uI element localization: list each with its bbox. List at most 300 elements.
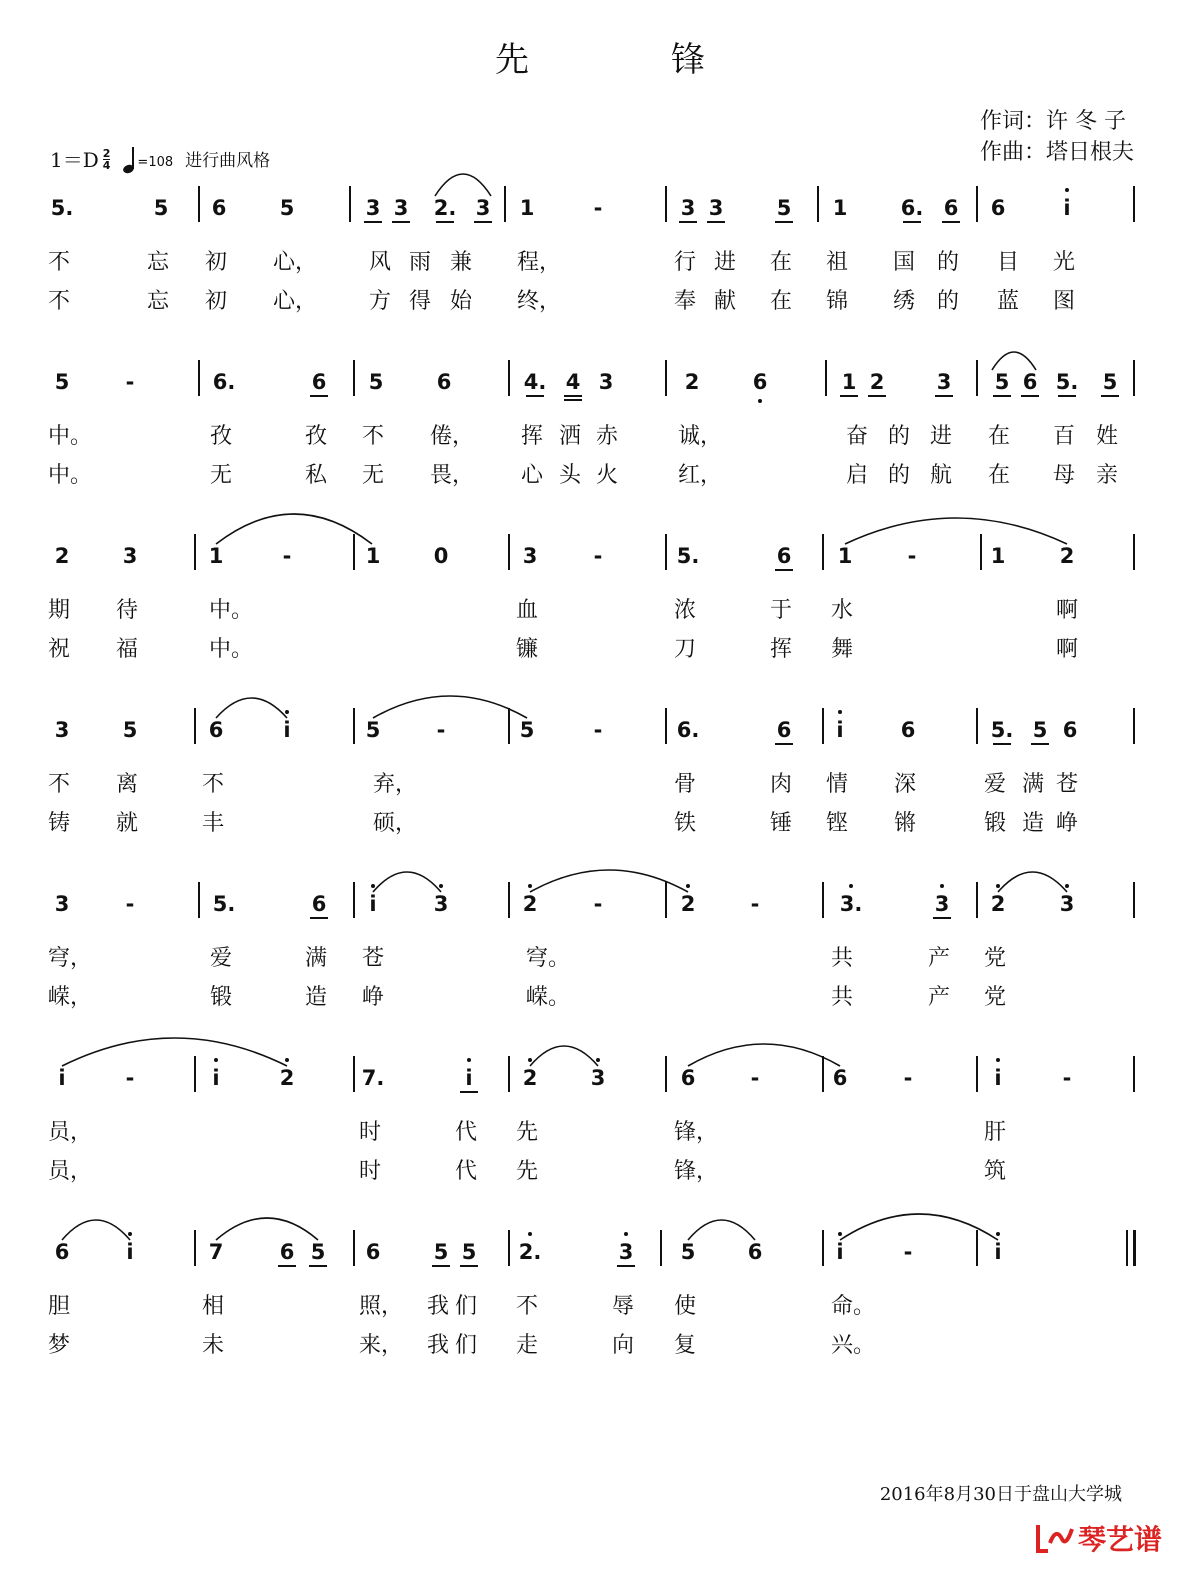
lyric-verse2: 向 bbox=[612, 1333, 635, 1358]
note bbox=[583, 718, 613, 742]
underline-beam bbox=[436, 221, 454, 223]
note bbox=[583, 544, 613, 568]
bar-line bbox=[976, 1230, 978, 1266]
note-symbol: 6 bbox=[752, 370, 768, 394]
lyric-verse1: 雨 bbox=[409, 250, 432, 275]
underline-beam bbox=[392, 221, 410, 223]
bar-line bbox=[353, 1230, 355, 1266]
note-symbol: 5 bbox=[365, 718, 381, 742]
lyric-verse2: 初 bbox=[205, 289, 228, 314]
note bbox=[825, 196, 855, 220]
note-symbol: 3 bbox=[708, 196, 724, 220]
lyric-verse1: 祖 bbox=[826, 250, 849, 275]
note bbox=[740, 892, 770, 916]
note-symbol: 3 bbox=[618, 1240, 634, 1264]
underline-beam bbox=[1101, 395, 1119, 397]
lyric-verse1: 待 bbox=[116, 598, 139, 623]
lyric-verse2: 造 bbox=[1022, 811, 1045, 836]
lyric-verse2: 就 bbox=[116, 811, 139, 836]
underline-beam bbox=[993, 743, 1011, 745]
note-symbol: 1 bbox=[519, 196, 535, 220]
note bbox=[893, 718, 923, 742]
lyric-verse1: 满 bbox=[1022, 772, 1045, 797]
note bbox=[673, 196, 703, 220]
note-symbol: i bbox=[212, 1066, 220, 1090]
lyric-verse2: 畏， bbox=[430, 463, 475, 488]
lyric-verse1: 员， bbox=[48, 1120, 93, 1145]
note bbox=[825, 1066, 855, 1090]
final-bar-line bbox=[1133, 1230, 1136, 1266]
bar-line bbox=[976, 708, 978, 744]
note bbox=[983, 544, 1013, 568]
note bbox=[272, 1240, 302, 1264]
lyric-verse1: 风 bbox=[369, 250, 392, 275]
lyric-verse1: 先 bbox=[516, 1120, 539, 1145]
underline-beam bbox=[564, 395, 582, 397]
octave-up-dot bbox=[838, 710, 842, 714]
note-symbol: - bbox=[593, 544, 603, 568]
lyric-verse1: 浓 bbox=[674, 598, 697, 623]
lyric-verse2: 图 bbox=[1053, 289, 1076, 314]
note-symbol: 5 bbox=[279, 196, 295, 220]
lyric-verse1: 弃， bbox=[373, 772, 418, 797]
lyric-verse2: 先 bbox=[516, 1159, 539, 1184]
octave-up-dot bbox=[624, 1232, 628, 1236]
note bbox=[272, 718, 302, 742]
bar-line bbox=[194, 1230, 196, 1266]
note bbox=[47, 1240, 77, 1264]
lyric-verse1: 行 bbox=[674, 250, 697, 275]
note-symbol: 5. bbox=[212, 892, 236, 916]
lyric-verse2: 共 bbox=[831, 985, 854, 1010]
note bbox=[454, 1240, 484, 1264]
lyric-verse1: 爱 bbox=[984, 772, 1007, 797]
note-symbol: 1 bbox=[841, 370, 857, 394]
note bbox=[936, 196, 966, 220]
logo-icon bbox=[1036, 1521, 1074, 1555]
lyric-verse2: 代 bbox=[455, 1159, 478, 1184]
lyric-verse2: 蓝 bbox=[997, 289, 1020, 314]
note bbox=[115, 1066, 145, 1090]
note-symbol: 7. bbox=[361, 1066, 385, 1090]
note-symbol: 2 bbox=[279, 1066, 295, 1090]
lyric-verse1: 不 bbox=[362, 424, 385, 449]
note bbox=[897, 196, 927, 220]
bar-line bbox=[508, 708, 510, 744]
bar-line bbox=[976, 882, 978, 918]
lyric-verse1: 不 bbox=[48, 250, 71, 275]
lyric-verse2: 心 bbox=[521, 463, 544, 488]
bar-line bbox=[1133, 186, 1135, 222]
bar-line bbox=[198, 882, 200, 918]
note-symbol: 3 bbox=[54, 718, 70, 742]
note bbox=[591, 370, 621, 394]
composer-credit: 作曲：塔日根夫 bbox=[979, 140, 1134, 165]
note-symbol: 6 bbox=[311, 370, 327, 394]
lyric-verse1: 洒 bbox=[559, 424, 582, 449]
note-symbol: - bbox=[282, 544, 292, 568]
lyric-verse1: 孜 bbox=[210, 424, 233, 449]
underline-beam bbox=[617, 1265, 635, 1267]
underline-beam bbox=[310, 917, 328, 919]
note bbox=[983, 1240, 1013, 1264]
note-symbol: - bbox=[750, 892, 760, 916]
note-symbol: 6 bbox=[832, 1066, 848, 1090]
note-symbol: 3 bbox=[680, 196, 696, 220]
note-symbol: 5 bbox=[368, 370, 384, 394]
underline-beam bbox=[1031, 743, 1049, 745]
note-symbol: 2. bbox=[433, 196, 457, 220]
bar-line bbox=[822, 1056, 824, 1092]
note-symbol: 5. bbox=[990, 718, 1014, 742]
underline-beam bbox=[868, 395, 886, 397]
note-symbol: - bbox=[593, 718, 603, 742]
note bbox=[825, 718, 855, 742]
note-symbol: - bbox=[1062, 1066, 1072, 1090]
lyric-verse2: 心， bbox=[273, 289, 318, 314]
bar-line bbox=[1133, 360, 1135, 396]
lyric-verse1: 光 bbox=[1053, 250, 1076, 275]
bar-line bbox=[817, 186, 819, 222]
note bbox=[701, 196, 731, 220]
note bbox=[115, 370, 145, 394]
note-symbol: i bbox=[994, 1240, 1002, 1264]
bar-line bbox=[353, 708, 355, 744]
note-symbol: - bbox=[750, 1066, 760, 1090]
lyric-verse2: 挥 bbox=[770, 637, 793, 662]
octave-up-dot bbox=[996, 1232, 1000, 1236]
note-symbol: - bbox=[125, 1066, 135, 1090]
lyric-verse2: 我 bbox=[427, 1333, 450, 1358]
underline-beam bbox=[935, 395, 953, 397]
lyric-verse1: 锋， bbox=[674, 1120, 719, 1145]
octave-up-dot bbox=[528, 1058, 532, 1062]
note bbox=[454, 1066, 484, 1090]
bar-line bbox=[665, 186, 667, 222]
lyric-verse2: 走 bbox=[516, 1333, 539, 1358]
note bbox=[115, 718, 145, 742]
lyric-verse2: 兴。 bbox=[831, 1333, 876, 1358]
lyric-verse2: 复 bbox=[674, 1333, 697, 1358]
lyric-verse2: 铿 bbox=[826, 811, 849, 836]
lyric-verse2: 火 bbox=[596, 463, 619, 488]
note bbox=[769, 544, 799, 568]
note-symbol: - bbox=[593, 892, 603, 916]
lyric-verse2: 锦 bbox=[826, 289, 849, 314]
lyric-verse2: 铁 bbox=[674, 811, 697, 836]
lyric-verse1: 姓 bbox=[1096, 424, 1119, 449]
bar-line bbox=[1133, 534, 1135, 570]
note bbox=[611, 1240, 641, 1264]
note-symbol: 5. bbox=[1055, 370, 1079, 394]
note-symbol: 3 bbox=[590, 1066, 606, 1090]
bar-line bbox=[353, 1056, 355, 1092]
time-top: 2 bbox=[102, 147, 111, 160]
note bbox=[515, 892, 545, 916]
note-symbol: 6 bbox=[54, 1240, 70, 1264]
note bbox=[769, 718, 799, 742]
octave-up-dot bbox=[128, 1232, 132, 1236]
octave-up-dot bbox=[996, 884, 1000, 888]
lyricist-credit: 作词：许 冬 子 bbox=[979, 109, 1126, 134]
lyric-verse1: 中。 bbox=[48, 424, 93, 449]
bar-line bbox=[822, 534, 824, 570]
lyric-verse2: 造 bbox=[305, 985, 328, 1010]
note bbox=[515, 1066, 545, 1090]
lyric-verse1: 孜 bbox=[305, 424, 328, 449]
note-symbol: 1 bbox=[837, 544, 853, 568]
note-symbol: 3 bbox=[475, 196, 491, 220]
lyric-verse1: 于 bbox=[770, 598, 793, 623]
lyric-verse1: 情 bbox=[826, 772, 849, 797]
underline-beam bbox=[310, 395, 328, 397]
octave-up-dot bbox=[214, 1058, 218, 1062]
note-symbol: 4 bbox=[565, 370, 581, 394]
note bbox=[209, 892, 239, 916]
note-symbol: 5 bbox=[54, 370, 70, 394]
lyric-verse2: 筑 bbox=[984, 1159, 1007, 1184]
bar-line bbox=[349, 186, 351, 222]
bar-line bbox=[822, 1230, 824, 1266]
note-symbol: 3 bbox=[393, 196, 409, 220]
lyric-verse2: 私 bbox=[305, 463, 328, 488]
bar-line bbox=[980, 534, 982, 570]
underline-beam bbox=[993, 395, 1011, 397]
note-symbol: 5 bbox=[776, 196, 792, 220]
underline-beam bbox=[278, 1265, 296, 1267]
note bbox=[1052, 892, 1082, 916]
note bbox=[201, 718, 231, 742]
note bbox=[983, 892, 1013, 916]
note-symbol: 5. bbox=[50, 196, 74, 220]
note bbox=[47, 370, 77, 394]
note bbox=[272, 544, 302, 568]
lyric-verse2: 来， bbox=[359, 1333, 404, 1358]
note-symbol: 6 bbox=[365, 1240, 381, 1264]
bar-line bbox=[198, 186, 200, 222]
note bbox=[426, 544, 456, 568]
bar-line bbox=[976, 186, 978, 222]
key-tonic: 1＝D bbox=[50, 148, 99, 172]
note-symbol: 3 bbox=[365, 196, 381, 220]
note-symbol: 6 bbox=[1062, 718, 1078, 742]
bar-line bbox=[508, 534, 510, 570]
underline-beam bbox=[903, 221, 921, 223]
final-bar-line bbox=[1126, 1230, 1128, 1266]
slur bbox=[435, 174, 491, 196]
note bbox=[836, 892, 866, 916]
note bbox=[303, 1240, 333, 1264]
note bbox=[745, 370, 775, 394]
bar-line bbox=[194, 1056, 196, 1092]
lyric-verse2: 锤 bbox=[770, 811, 793, 836]
note bbox=[201, 1240, 231, 1264]
note bbox=[1095, 370, 1125, 394]
lyric-verse1: 代 bbox=[455, 1120, 478, 1145]
lyric-verse2: 红， bbox=[678, 463, 723, 488]
lyric-verse2: 刀 bbox=[674, 637, 697, 662]
note-symbol: 3 bbox=[433, 892, 449, 916]
lyric-verse2: 们 bbox=[455, 1333, 478, 1358]
note bbox=[740, 1066, 770, 1090]
bar-line bbox=[665, 708, 667, 744]
lyric-verse2: 党 bbox=[984, 985, 1007, 1010]
octave-up-dot bbox=[849, 884, 853, 888]
lyric-verse2: 峥 bbox=[362, 985, 385, 1010]
bar-line bbox=[822, 882, 824, 918]
octave-up-dot bbox=[596, 1058, 600, 1062]
note bbox=[673, 1066, 703, 1090]
note-symbol: - bbox=[125, 892, 135, 916]
note-symbol: 7 bbox=[208, 1240, 224, 1264]
note bbox=[209, 370, 239, 394]
lyric-verse1: 我 bbox=[427, 1294, 450, 1319]
note bbox=[583, 1066, 613, 1090]
note bbox=[47, 892, 77, 916]
note bbox=[1052, 1066, 1082, 1090]
lyric-verse2: 航 bbox=[930, 463, 953, 488]
lyric-verse1: 奋 bbox=[846, 424, 869, 449]
style-mark: 进行曲风格 bbox=[185, 151, 271, 171]
bar-line bbox=[825, 360, 827, 396]
note-symbol: 3 bbox=[598, 370, 614, 394]
lyric-verse1: 诚， bbox=[678, 424, 723, 449]
note bbox=[834, 370, 864, 394]
note-symbol: 6 bbox=[211, 196, 227, 220]
lyric-verse1: 使 bbox=[674, 1294, 697, 1319]
octave-up-dot bbox=[1065, 884, 1069, 888]
lyric-verse2: 不 bbox=[48, 289, 71, 314]
note bbox=[512, 196, 542, 220]
lyric-verse1: 进 bbox=[714, 250, 737, 275]
composition-date: 2016年8月30日于盘山大学城 bbox=[879, 1484, 1122, 1505]
note bbox=[929, 370, 959, 394]
lyric-verse2: 的 bbox=[888, 463, 911, 488]
lyric-verse1: 程， bbox=[517, 250, 562, 275]
underline-beam bbox=[474, 221, 492, 223]
underline-beam bbox=[840, 395, 858, 397]
lyric-verse2: 丰 bbox=[202, 811, 225, 836]
note-symbol: - bbox=[593, 196, 603, 220]
note bbox=[429, 370, 459, 394]
lyric-verse1: 肉 bbox=[770, 772, 793, 797]
note-symbol: i bbox=[369, 892, 377, 916]
note-symbol: 2 bbox=[1059, 544, 1075, 568]
bar-line bbox=[353, 534, 355, 570]
octave-up-dot bbox=[371, 884, 375, 888]
lyric-verse1: 的 bbox=[888, 424, 911, 449]
note bbox=[897, 544, 927, 568]
note-symbol: 6 bbox=[900, 718, 916, 742]
lyric-verse1: 相 bbox=[202, 1294, 225, 1319]
lyric-verse2: 祝 bbox=[48, 637, 71, 662]
note bbox=[927, 892, 957, 916]
note-symbol: 6 bbox=[208, 718, 224, 742]
note-symbol: 5 bbox=[1032, 718, 1048, 742]
note-symbol: 2 bbox=[684, 370, 700, 394]
note bbox=[361, 370, 391, 394]
lyric-verse2: 绣 bbox=[893, 289, 916, 314]
note bbox=[426, 892, 456, 916]
note bbox=[201, 1066, 231, 1090]
underline-beam bbox=[526, 395, 544, 397]
note-symbol: 6 bbox=[943, 196, 959, 220]
note-symbol: 5 bbox=[1102, 370, 1118, 394]
note bbox=[830, 544, 860, 568]
lyric-verse2: 镰 bbox=[516, 637, 539, 662]
lyric-verse2: 亲 bbox=[1096, 463, 1119, 488]
note bbox=[304, 892, 334, 916]
time-signature bbox=[103, 148, 111, 171]
lyric-verse2: 奉 bbox=[674, 289, 697, 314]
bar-line bbox=[1133, 882, 1135, 918]
lyric-verse2: 在 bbox=[988, 463, 1011, 488]
lyric-verse1: 苍 bbox=[1056, 772, 1079, 797]
underline-beam bbox=[364, 221, 382, 223]
note-symbol: i bbox=[836, 1240, 844, 1264]
octave-up-dot bbox=[528, 1232, 532, 1236]
note-symbol: 3 bbox=[122, 544, 138, 568]
lyric-verse2: 无 bbox=[210, 463, 233, 488]
note bbox=[769, 196, 799, 220]
underline-beam bbox=[1058, 395, 1076, 397]
lyric-verse1: 心， bbox=[273, 250, 318, 275]
note-symbol: - bbox=[903, 1240, 913, 1264]
note-symbol: 6 bbox=[747, 1240, 763, 1264]
lyric-verse1: 百 bbox=[1053, 424, 1076, 449]
lyric-verse1: 中。 bbox=[209, 598, 254, 623]
note-symbol: 5 bbox=[122, 718, 138, 742]
note-symbol: 5 bbox=[433, 1240, 449, 1264]
slur-layer bbox=[0, 1236, 1200, 1296]
note-symbol: 5. bbox=[676, 544, 700, 568]
note-symbol: i bbox=[465, 1066, 473, 1090]
note bbox=[862, 370, 892, 394]
note bbox=[673, 1240, 703, 1264]
key-signature bbox=[50, 144, 270, 173]
bar-line bbox=[353, 882, 355, 918]
note-symbol: i bbox=[58, 1066, 66, 1090]
note-symbol: 6 bbox=[776, 544, 792, 568]
time-bottom: 4 bbox=[102, 159, 111, 172]
tempo-mark: =108 bbox=[137, 155, 174, 170]
score-system bbox=[0, 366, 1200, 556]
note-symbol: 1 bbox=[208, 544, 224, 568]
note-symbol: i bbox=[126, 1240, 134, 1264]
note-symbol: - bbox=[903, 1066, 913, 1090]
underline-beam bbox=[707, 221, 725, 223]
underline-beam bbox=[775, 743, 793, 745]
quarter-note-icon bbox=[123, 147, 135, 173]
note bbox=[358, 892, 388, 916]
note bbox=[1052, 544, 1082, 568]
lyric-verse1: 离 bbox=[116, 772, 139, 797]
lyric-verse2: 梦 bbox=[48, 1333, 71, 1358]
note bbox=[201, 544, 231, 568]
lyric-verse1: 照， bbox=[359, 1294, 404, 1319]
note-symbol: 6 bbox=[680, 1066, 696, 1090]
lyric-verse1: 产 bbox=[928, 946, 951, 971]
bar-line bbox=[665, 882, 667, 918]
lyric-verse2: 中。 bbox=[209, 637, 254, 662]
octave-up-dot bbox=[528, 884, 532, 888]
bar-line bbox=[194, 708, 196, 744]
lyric-verse1: 忘 bbox=[147, 250, 170, 275]
lyric-verse2: 啊 bbox=[1056, 637, 1079, 662]
bar-line bbox=[665, 360, 667, 396]
note-symbol: 1 bbox=[990, 544, 1006, 568]
note bbox=[358, 1240, 388, 1264]
